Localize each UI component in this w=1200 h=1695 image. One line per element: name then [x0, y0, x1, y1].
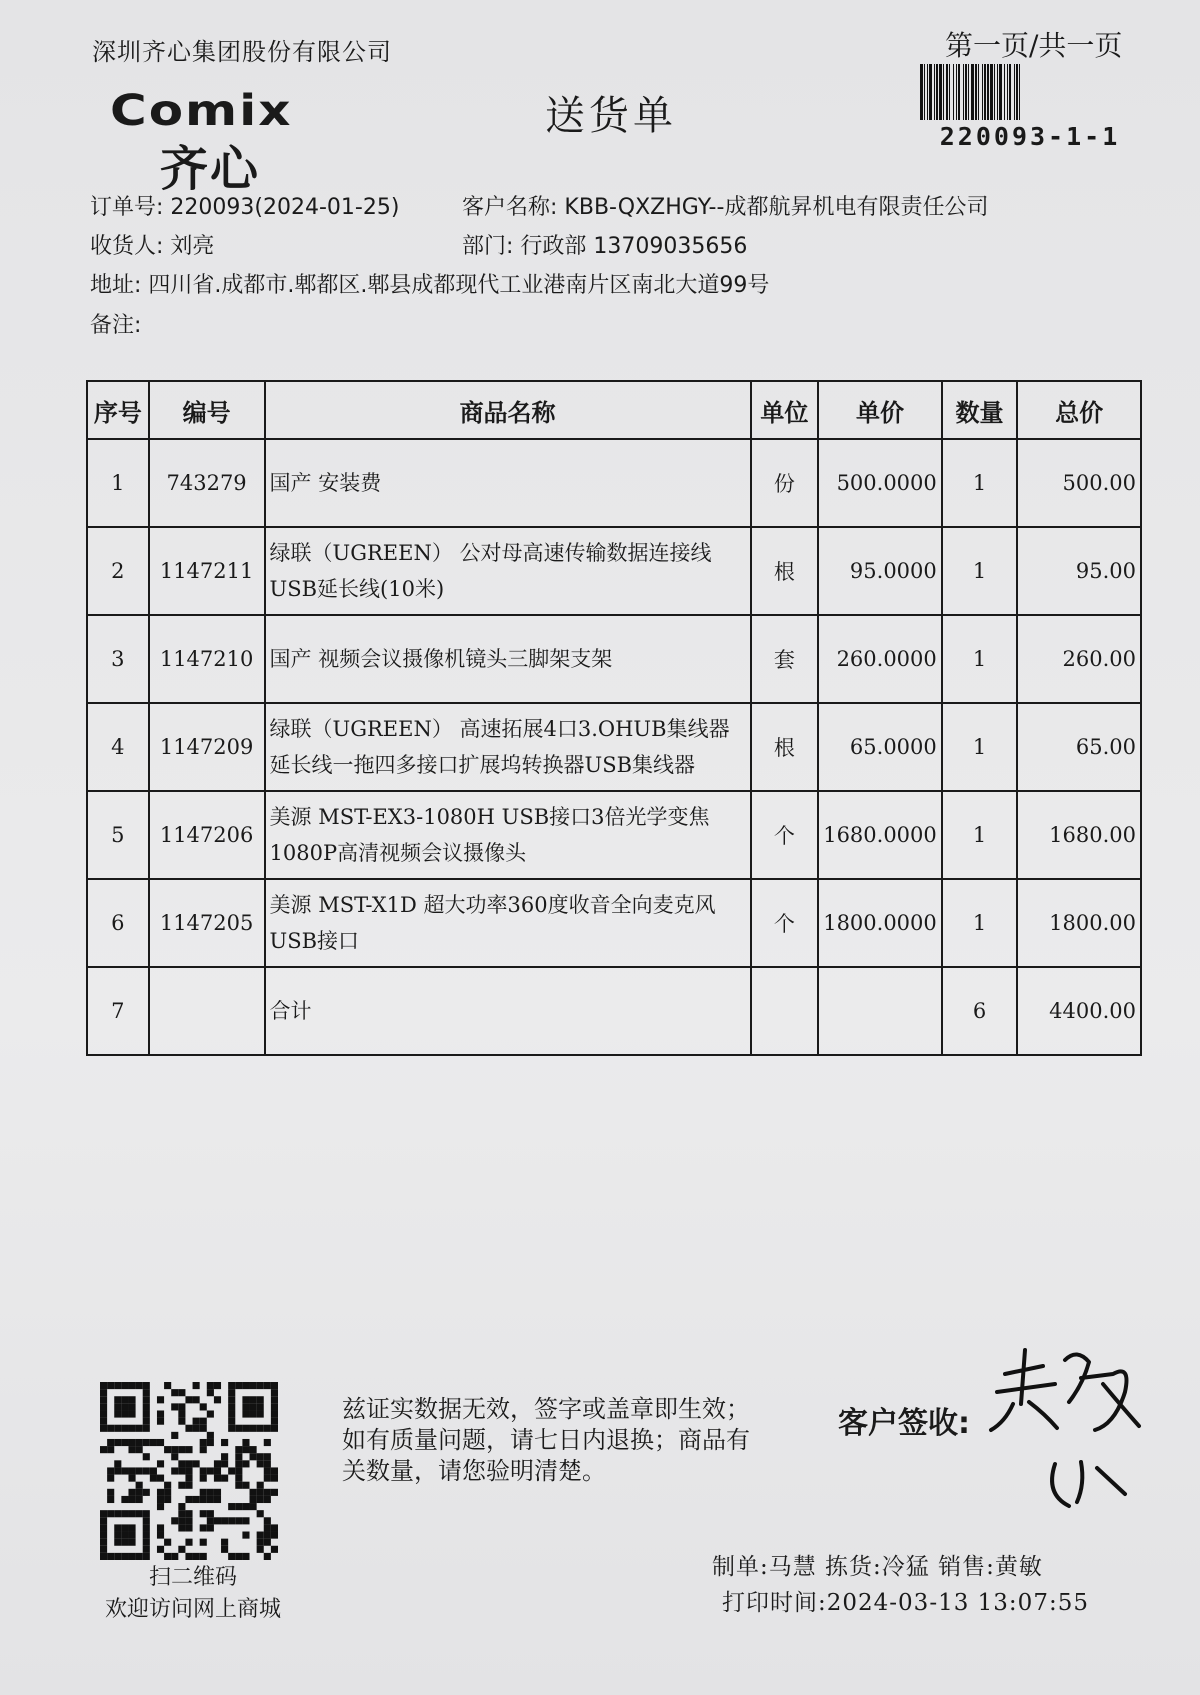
cell-qty: 1 — [942, 439, 1018, 527]
col-total: 总价 — [1017, 381, 1141, 439]
cell-seq: 7 — [87, 967, 149, 1055]
cell-price: 1800.0000 — [818, 879, 942, 967]
cell-qty: 6 — [942, 967, 1018, 1055]
cell-total: 1680.00 — [1017, 791, 1141, 879]
cell-total: 1800.00 — [1017, 879, 1141, 967]
cell-name: 国产 视频会议摄像机镜头三脚架支架 — [265, 615, 751, 703]
cell-price — [818, 967, 942, 1055]
cell-code: 1147209 — [149, 703, 265, 791]
cell-unit: 个 — [751, 879, 819, 967]
cell-name: 国产 安装费 — [265, 439, 751, 527]
cell-name: 美源 MST-EX3-1080H USB接口3倍光学变焦 1080P高清视频会议摄像头 — [265, 791, 751, 879]
col-qty: 数量 — [942, 381, 1018, 439]
table-header-row — [87, 381, 1141, 439]
cell-unit: 根 — [751, 703, 819, 791]
cell-seq: 4 — [87, 703, 149, 791]
qr-code-icon — [100, 1382, 278, 1560]
cell-seq: 2 — [87, 527, 149, 615]
col-seq: 序号 — [87, 381, 149, 439]
comix-logo: Comix — [110, 86, 293, 136]
cell-total: 65.00 — [1017, 703, 1141, 791]
cell-name: 美源 MST-X1D 超大功率360度收音全向麦克风 USB接口 — [265, 879, 751, 967]
staff-info: 制单:马慧 拣货:冷猛 销售:黄敏 — [712, 1554, 1043, 1580]
cell-code: 1147211 — [149, 527, 265, 615]
cell-unit: 个 — [751, 791, 819, 879]
cell-name: 绿联（UGREEN） 高速拓展4口3.OHUB集线器 延长线一拖四多接口扩展坞转换器USB集线器 — [265, 703, 751, 791]
cell-qty: 1 — [942, 791, 1018, 879]
remark: 备注: — [90, 313, 142, 338]
cell-total: 260.00 — [1017, 615, 1141, 703]
col-code: 编号 — [149, 381, 265, 439]
cell-total: 500.00 — [1017, 439, 1141, 527]
cell-code: 743279 — [149, 439, 265, 527]
cell-price: 260.0000 — [818, 615, 942, 703]
print-time: 打印时间:2024-03-13 13:07:55 — [722, 1590, 1089, 1616]
barcode-number: 220093-1-1 — [939, 122, 1121, 151]
qr-caption: 扫二维码 欢迎访问网上商城 — [104, 1565, 281, 1622]
cell-total: 95.00 — [1017, 527, 1141, 615]
receiver: 收货人: 刘亮 — [90, 234, 215, 259]
table-row — [87, 791, 1141, 879]
order-number: 订单号: 220093(2024-01-25) — [90, 195, 400, 220]
cell-unit: 套 — [751, 615, 819, 703]
table-row — [87, 527, 1141, 615]
col-unit: 单位 — [751, 381, 819, 439]
table-row — [87, 967, 1141, 1055]
cell-qty: 1 — [942, 703, 1018, 791]
page-indicator: 第一页/共一页 — [945, 29, 1123, 62]
customer-sign-label: 客户签收: — [838, 1406, 970, 1441]
cell-total: 4400.00 — [1017, 967, 1141, 1055]
cell-name: 绿联（UGREEN） 公对母高速传输数据连接线 USB延长线(10米) — [265, 527, 751, 615]
table-row — [87, 615, 1141, 703]
cell-unit: 根 — [751, 527, 819, 615]
company-name: 深圳齐心集团股份有限公司 — [92, 38, 392, 66]
cell-code: 1147205 — [149, 879, 265, 967]
cell-price: 95.0000 — [818, 527, 942, 615]
items-table — [86, 380, 1142, 1056]
cell-seq: 5 — [87, 791, 149, 879]
col-name: 商品名称 — [265, 381, 751, 439]
cell-code: 1147206 — [149, 791, 265, 879]
table-row — [87, 439, 1141, 527]
cell-price: 65.0000 — [818, 703, 942, 791]
cell-code — [149, 967, 265, 1055]
notice-text: 兹证实数据无效，签字或盖章即生效；如有质量问题，请七日内退换；商品有关数量，请您验明清楚。 — [342, 1395, 750, 1485]
cell-name: 合计 — [265, 967, 751, 1055]
cell-unit — [751, 967, 819, 1055]
cell-seq: 3 — [87, 615, 149, 703]
cell-seq: 1 — [87, 439, 149, 527]
customer-name: 客户名称: KBB-QXZHGY--成都航昇机电有限责任公司 — [462, 195, 989, 220]
cell-qty: 1 — [942, 615, 1018, 703]
document-title: 送货单 — [545, 93, 677, 139]
cell-unit: 份 — [751, 439, 819, 527]
cell-qty: 1 — [942, 527, 1018, 615]
cell-price: 1680.0000 — [818, 791, 942, 879]
cell-qty: 1 — [942, 879, 1018, 967]
cell-code: 1147210 — [149, 615, 265, 703]
table-row — [87, 879, 1141, 967]
barcode-icon — [920, 64, 1136, 120]
department: 部门: 行政部 13709035656 — [462, 234, 748, 259]
address: 地址: 四川省.成都市.郫都区.郫县成都现代工业港南片区南北大道99号 — [90, 273, 770, 298]
cell-price: 500.0000 — [818, 439, 942, 527]
col-price: 单价 — [818, 381, 942, 439]
cell-seq: 6 — [87, 879, 149, 967]
qixin-logo: 齐心 — [160, 141, 261, 197]
table-row — [87, 703, 1141, 791]
signature-icon — [985, 1344, 1145, 1520]
